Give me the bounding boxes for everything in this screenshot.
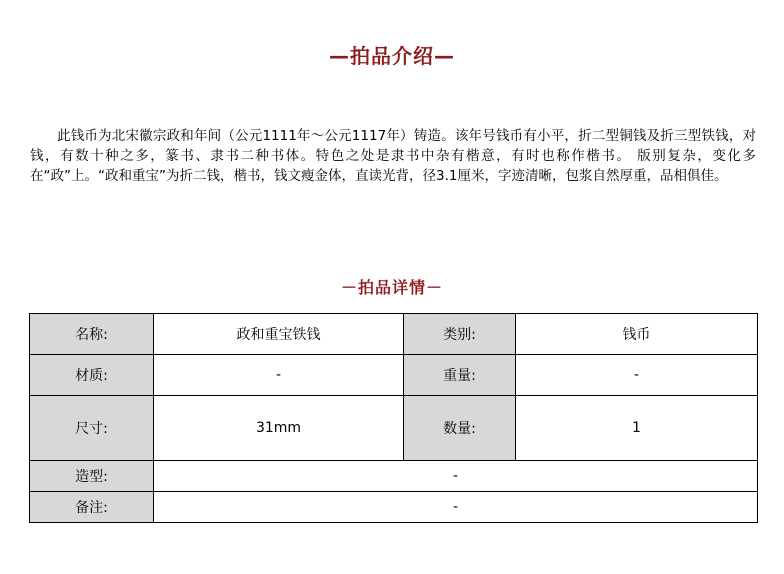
table-row bbox=[30, 492, 758, 523]
remark-value: - bbox=[154, 492, 758, 523]
size-value: 31mm bbox=[154, 396, 404, 461]
table-row bbox=[30, 314, 758, 355]
quantity-label: 数量: bbox=[404, 396, 516, 461]
intro-title: —拍品介绍— bbox=[329, 44, 455, 68]
table-row bbox=[30, 461, 758, 492]
category-label: 类别: bbox=[404, 314, 516, 355]
table-row bbox=[30, 355, 758, 396]
details-table bbox=[29, 313, 758, 523]
weight-label: 重量: bbox=[404, 355, 516, 396]
weight-value: - bbox=[516, 355, 758, 396]
name-value: 政和重宝铁钱 bbox=[154, 314, 404, 355]
material-label: 材质: bbox=[30, 355, 154, 396]
material-value: - bbox=[154, 355, 404, 396]
category-value: 钱币 bbox=[516, 314, 758, 355]
remark-label: 备注: bbox=[30, 492, 154, 523]
shape-label: 造型: bbox=[30, 461, 154, 492]
quantity-value: 1 bbox=[516, 396, 758, 461]
intro-paragraph: 此钱币为北宋徽宗政和年间（公元1111年～公元1117年）铸造。该年号钱币有小平，折二型铜钱及折三型铁钱，对钱，有数十种之多，篆书、隶书二种书体。特色之处是隶书中杂有楷意，有时也称作楷书。 版别复杂，变化多在“政”上。“政和重宝”为折二钱，楷书，钱文瘦金体，直读光背，径3.1厘米，字迹清晰，包浆自然厚重，品相俱佳。 bbox=[30, 128, 756, 184]
name-label: 名称: bbox=[30, 314, 154, 355]
shape-value: - bbox=[154, 461, 758, 492]
details-title: －拍品详情－ bbox=[340, 278, 443, 297]
table-row bbox=[30, 396, 758, 461]
size-label: 尺寸: bbox=[30, 396, 154, 461]
